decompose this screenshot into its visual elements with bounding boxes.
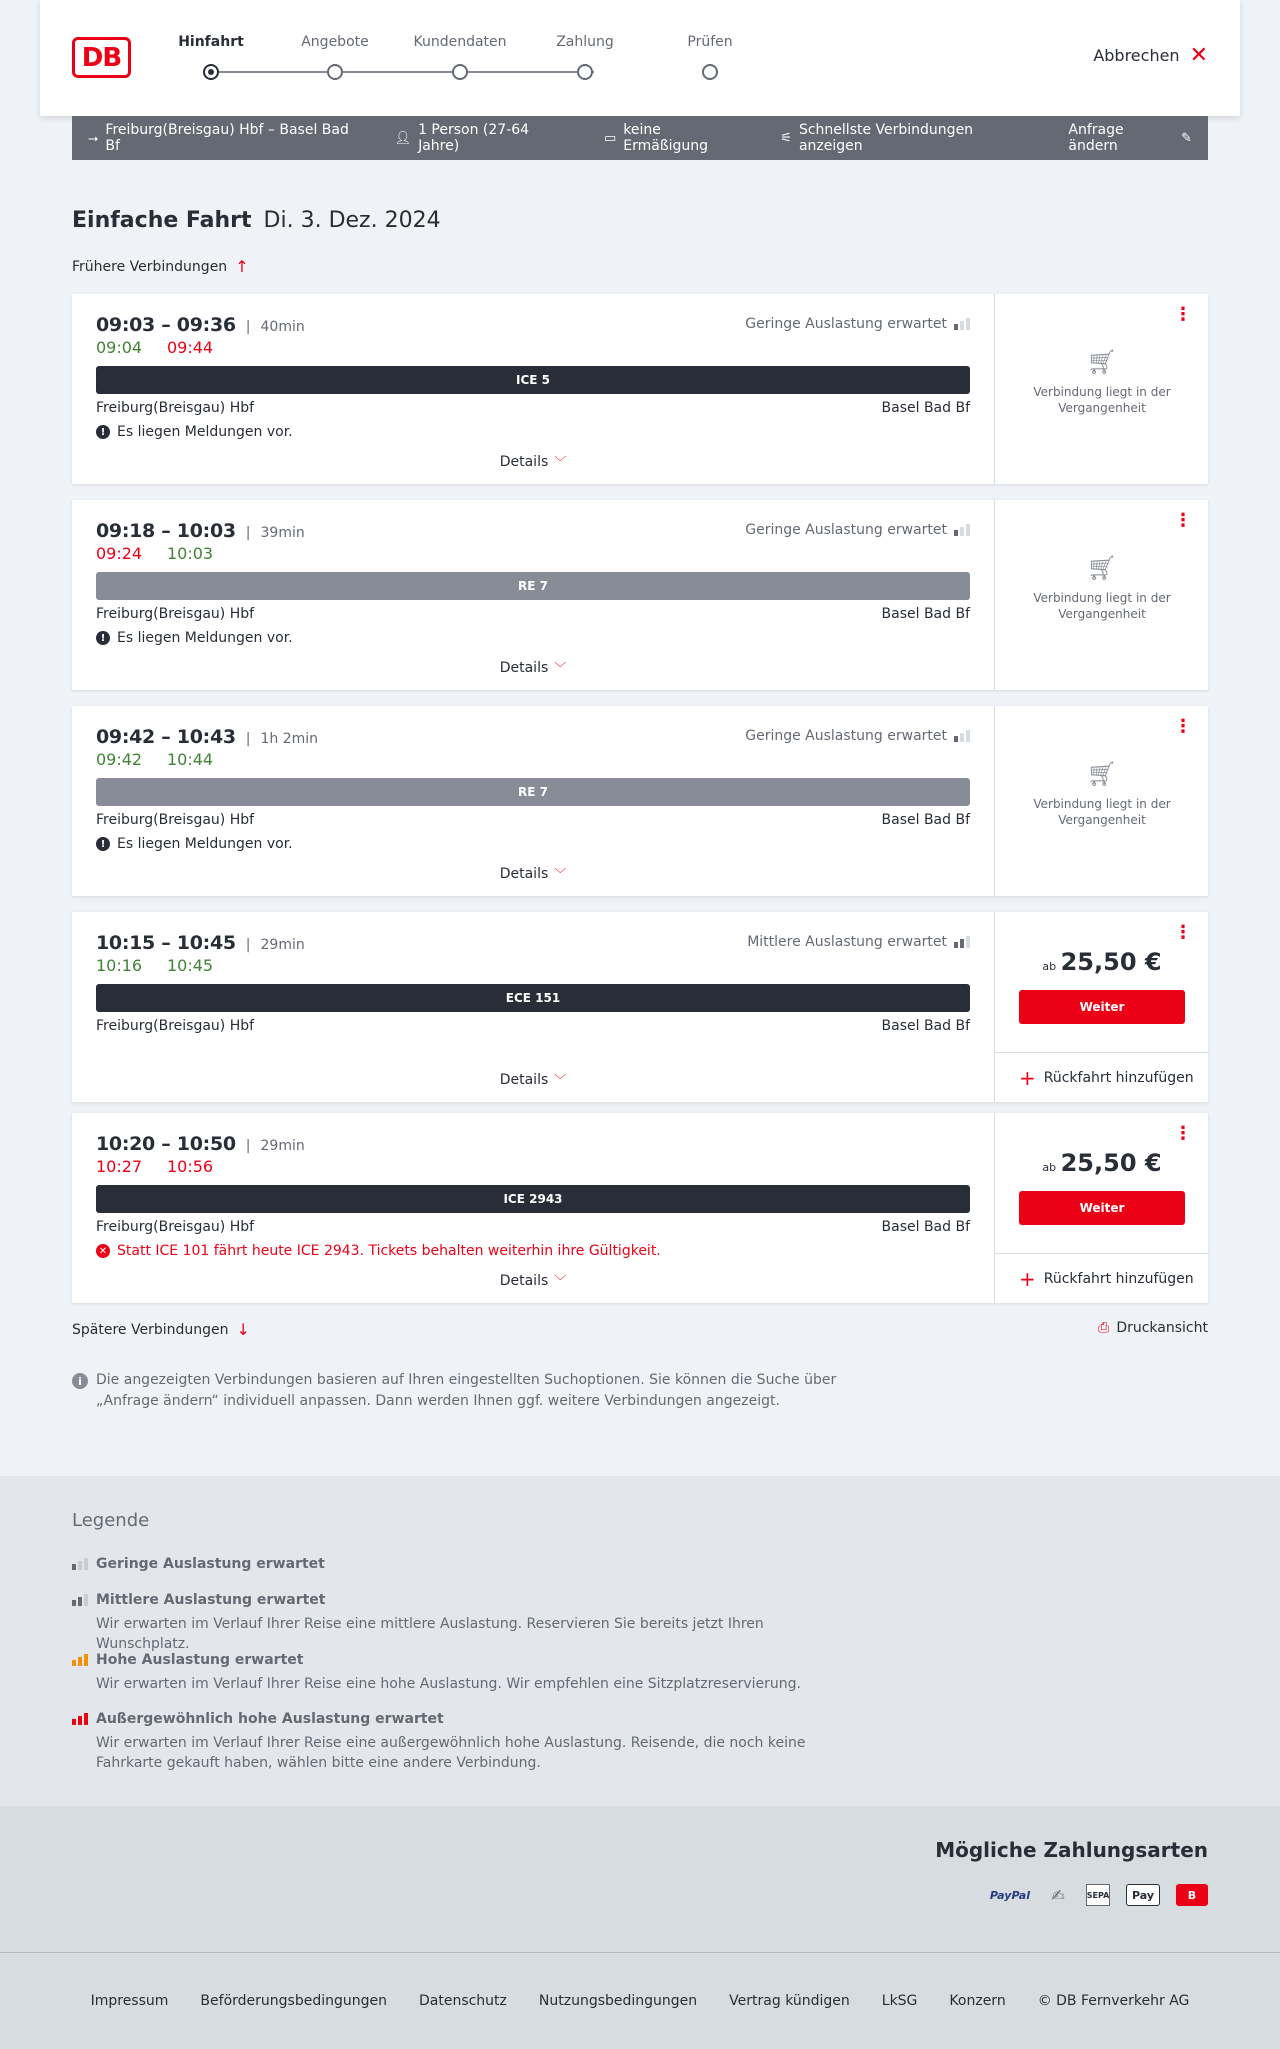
occupancy-indicator (747, 934, 970, 950)
page-title (72, 208, 441, 233)
search-summary-bar (72, 116, 1208, 160)
load-bar (78, 1657, 82, 1666)
alert-icon: ! (96, 837, 110, 851)
connection-main (72, 294, 994, 484)
step-label: Kundendaten (413, 34, 507, 50)
details-toggle[interactable] (72, 865, 994, 882)
trip-type: Einfache Fahrt (72, 208, 252, 233)
occupancy-indicator (745, 522, 970, 538)
connection-times (96, 520, 305, 542)
message-text: Es liegen Meldungen vor. (117, 424, 293, 440)
load-bar (960, 527, 964, 536)
pencil-icon: ✎ (1181, 130, 1193, 146)
trip-date: Di. 3. Dez. 2024 (263, 208, 441, 233)
route-text: Freiburg(Breisgau) Hbf – Basel Bad Bf (105, 122, 349, 154)
price-display (995, 948, 1209, 976)
plus-icon: + (1019, 1065, 1036, 1090)
load-bar (960, 733, 964, 742)
filter-icon: ⚟ (780, 130, 792, 146)
step-angebote (280, 34, 390, 80)
realtime-departure: 09:04 (96, 338, 143, 357)
train-segment-bar[interactable]: RE 7 (96, 572, 970, 600)
past-connection-info (995, 554, 1209, 622)
duration: 29min (260, 937, 305, 953)
discount-text: keine Ermäßigung (623, 122, 709, 154)
step-label: Hinfahrt (178, 34, 244, 50)
price-value: 25,50 € (1060, 948, 1162, 976)
origin-station: Freiburg(Breisgau) Hbf (96, 1219, 255, 1235)
destination-station: Basel Bad Bf (881, 1219, 970, 1235)
chevron-down-icon: ﹀ (554, 455, 567, 469)
printer-icon: ⎙ (1098, 1320, 1110, 1336)
occupancy-icon (954, 524, 970, 536)
later-label: Spätere Verbindungen (72, 1321, 229, 1338)
step-pruefen (655, 34, 765, 80)
connection-main (72, 912, 994, 1102)
duration: 40min (260, 319, 305, 335)
scheduled-times: 10:15 – 10:45 (96, 932, 236, 954)
legend-description: Wir erwarten im Verlauf Ihrer Reise eine mittlere Auslastung. Reservieren Sie bereits jetzt Ihren Wunschplatz. (96, 1616, 764, 1652)
cancel-button[interactable] (1093, 42, 1208, 68)
payment-title: Mögliche Zahlungsarten (935, 1838, 1208, 1862)
details-label: Details (499, 1072, 549, 1088)
route-summary (88, 122, 361, 154)
footer (0, 1952, 1280, 2049)
past-connection-info (995, 760, 1209, 828)
details-toggle[interactable] (72, 659, 994, 676)
connection-main (72, 1113, 994, 1303)
continue-button[interactable]: Weiter (1019, 990, 1185, 1024)
discount-summary (604, 122, 746, 154)
footer-link[interactable]: Vertrag kündigen (729, 1993, 850, 2009)
connection-times (96, 932, 305, 954)
destination-station: Basel Bad Bf (881, 606, 970, 622)
legend-item (72, 1711, 852, 1773)
cart-unavailable-icon: 🛒︎ (1086, 348, 1118, 376)
load-bar (84, 1594, 88, 1606)
legend-description: Wir erwarten im Verlauf Ihrer Reise eine außergewöhnlich hohe Auslastung. Reisende, die noch keine Fahrkarte gekauft haben, wählen bitte eine andere Verbindung. (96, 1735, 806, 1771)
passengers-text: 1 Person (27-64 Jahre) (418, 122, 530, 154)
past-connection-info (995, 348, 1209, 416)
more-options-icon[interactable]: ⋮ (1174, 716, 1192, 737)
realtime-arrival: 10:56 (167, 1157, 214, 1176)
occupancy-text: Mittlere Auslastung erwartet (747, 934, 947, 950)
connection-times (96, 726, 318, 748)
legend (0, 1476, 1280, 1806)
realtime-departure: 10:16 (96, 956, 143, 975)
fastest-text: Schnellste Verbindungen anzeigen (798, 122, 974, 154)
payment-icons (990, 1884, 1208, 1906)
arrow-right-icon: ⭢ (88, 130, 99, 146)
details-toggle[interactable] (72, 1272, 994, 1289)
occupancy-icon (954, 936, 970, 948)
connection-card[interactable] (72, 294, 1208, 484)
separator: | (245, 731, 251, 747)
step-dot (577, 64, 593, 80)
past-text: Verbindung liegt in der Vergangenheit (1033, 385, 1171, 415)
realtime-arrival: 09:44 (167, 338, 214, 357)
legend-item (72, 1556, 852, 1572)
legend-title-text: Außergewöhnlich hohe Auslastung erwartet (96, 1711, 444, 1727)
arrow-up-icon: ↑ (235, 257, 249, 276)
fastest-connections-toggle[interactable] (780, 122, 1034, 154)
payment-methods (0, 1806, 1280, 1952)
chevron-down-icon: ﹀ (554, 867, 567, 881)
load-bar (954, 736, 958, 742)
connection-card[interactable] (72, 912, 1208, 1102)
connection-offer (994, 1113, 1208, 1303)
legend-item-title (72, 1556, 852, 1572)
step-kundendaten (405, 34, 515, 80)
load-bar (78, 1716, 82, 1725)
step-hinfahrt[interactable] (156, 34, 266, 80)
load-bar (966, 318, 970, 330)
later-connections-link[interactable] (72, 1320, 250, 1339)
add-return-trip-button[interactable] (995, 1253, 1209, 1303)
print-label: Druckansicht (1116, 1320, 1208, 1336)
occupancy-icon (72, 1594, 88, 1606)
price-prefix: ab (1042, 960, 1057, 973)
more-options-icon[interactable]: ⋮ (1174, 510, 1192, 531)
booking-stepper (178, 34, 733, 84)
price-prefix: ab (1042, 1161, 1057, 1174)
header (40, 0, 1240, 116)
connection-message (96, 1243, 661, 1259)
earlier-connections-link[interactable] (72, 257, 249, 276)
duration: 29min (260, 1138, 305, 1154)
sepa-icon: SEPA (1086, 1884, 1110, 1906)
connection-offer (994, 706, 1208, 896)
more-options-icon[interactable]: ⋮ (1174, 1123, 1192, 1144)
legend-item (72, 1592, 852, 1654)
legend-title-text: Mittlere Auslastung erwartet (96, 1592, 326, 1608)
plus-icon: + (1019, 1266, 1036, 1291)
connection-times (96, 1133, 305, 1155)
chevron-down-icon: ﹀ (554, 1274, 567, 1288)
details-label: Details (499, 660, 549, 676)
scheduled-times: 09:18 – 10:03 (96, 520, 236, 542)
card-icon: ▭ (603, 130, 617, 146)
footer-link[interactable]: Impressum (90, 1993, 169, 2009)
connection-offer (994, 294, 1208, 484)
step-dot (702, 64, 718, 80)
step-label: Angebote (301, 34, 369, 50)
continue-button[interactable]: Weiter (1019, 1191, 1185, 1225)
message-text: Statt ICE 101 fährt heute ICE 2943. Tickets behalten weiterhin ihre Gültigkeit. (117, 1243, 661, 1259)
legend-item-title (72, 1711, 852, 1727)
details-label: Details (499, 1273, 549, 1289)
train-segment-bar[interactable]: ICE 2943 (96, 1185, 970, 1213)
connection-offer (994, 500, 1208, 690)
print-view-link[interactable] (1098, 1320, 1208, 1336)
cancel-label: Abbrechen (1093, 46, 1180, 65)
train-segment-bar[interactable]: ECE 151 (96, 984, 970, 1012)
load-bar (966, 730, 970, 742)
legend-title: Legende (72, 1510, 150, 1531)
load-bar (72, 1719, 76, 1725)
origin-station: Freiburg(Breisgau) Hbf (96, 1018, 255, 1034)
load-bar (954, 942, 958, 948)
origin-station: Freiburg(Breisgau) Hbf (96, 812, 255, 828)
step-dot (203, 64, 219, 80)
return-label: Rückfahrt hinzufügen (1043, 1069, 1194, 1086)
past-text: Verbindung liegt in der Vergangenheit (1033, 797, 1171, 827)
duration: 39min (260, 525, 305, 541)
occupancy-text: Geringe Auslastung erwartet (745, 728, 947, 744)
footer-link[interactable]: Konzern (949, 1993, 1006, 2009)
load-bar (84, 1558, 88, 1570)
price-display (995, 1149, 1209, 1177)
more-options-icon[interactable]: ⋮ (1174, 304, 1192, 325)
legend-title-text: Hohe Auslastung erwartet (96, 1652, 304, 1668)
add-return-trip-button[interactable] (995, 1052, 1209, 1102)
footer-link[interactable]: Datenschutz (418, 1993, 507, 2009)
step-label: Prüfen (687, 34, 733, 50)
details-label: Details (499, 454, 549, 470)
past-text: Verbindung liegt in der Vergangenheit (1033, 591, 1171, 621)
close-icon: ✕ (1189, 42, 1208, 68)
connection-card[interactable] (72, 500, 1208, 690)
info-icon: i (72, 1373, 88, 1389)
connection-card[interactable] (72, 1113, 1208, 1303)
passenger-summary (395, 122, 570, 154)
details-label: Details (499, 866, 549, 882)
cart-unavailable-icon: 🛒︎ (1086, 760, 1118, 788)
connection-card[interactable] (72, 706, 1208, 896)
occupancy-icon (72, 1558, 88, 1570)
earlier-label: Frühere Verbindungen (72, 258, 228, 275)
chevron-down-icon: ﹀ (554, 1073, 567, 1087)
load-bar (966, 524, 970, 536)
message-text: Es liegen Meldungen vor. (117, 630, 293, 646)
load-bar (78, 1561, 82, 1570)
connection-message (96, 836, 293, 852)
duration: 1h 2min (260, 731, 319, 747)
occupancy-text: Geringe Auslastung erwartet (745, 522, 947, 538)
realtime-departure: 09:42 (96, 750, 143, 769)
legend-title-text: Geringe Auslastung erwartet (96, 1556, 325, 1572)
load-bar (960, 321, 964, 330)
edit-request-button[interactable] (1068, 122, 1192, 154)
load-bar (84, 1654, 88, 1666)
legend-item-title (72, 1592, 852, 1608)
occupancy-indicator (745, 728, 970, 744)
separator: | (245, 937, 251, 953)
connection-message (96, 630, 293, 646)
footer-link[interactable]: Nutzungsbedingungen (538, 1993, 698, 2009)
footer-link: © DB Fernverkehr AG (1037, 1993, 1190, 2009)
realtime-arrival: 10:44 (167, 750, 214, 769)
separator: | (245, 319, 251, 335)
load-bar (72, 1660, 76, 1666)
db-pay-icon: B (1176, 1884, 1208, 1906)
scheduled-times: 09:03 – 09:36 (96, 314, 236, 336)
load-bar (72, 1600, 76, 1606)
search-info-note (72, 1370, 852, 1412)
load-bar (960, 939, 964, 948)
occupancy-icon (954, 730, 970, 742)
origin-station: Freiburg(Breisgau) Hbf (96, 400, 255, 416)
details-toggle[interactable] (72, 453, 994, 470)
connection-main (72, 500, 994, 690)
error-icon: ✕ (96, 1244, 110, 1258)
footer-link[interactable]: Beförderungsbedingungen (200, 1993, 387, 2009)
legend-item-title (72, 1652, 852, 1668)
scheduled-times: 09:42 – 10:43 (96, 726, 236, 748)
details-toggle[interactable] (72, 1071, 994, 1088)
load-bar (954, 530, 958, 536)
message-text: Es liegen Meldungen vor. (117, 836, 293, 852)
chevron-down-icon: ﹀ (554, 661, 567, 675)
alert-icon: ! (96, 425, 110, 439)
load-bar (84, 1713, 88, 1725)
scheduled-times: 10:20 – 10:50 (96, 1133, 236, 1155)
step-zahlung (530, 34, 640, 80)
occupancy-icon (72, 1654, 88, 1666)
arrow-down-icon: ↓ (236, 1320, 250, 1339)
origin-station: Freiburg(Breisgau) Hbf (96, 606, 255, 622)
load-bar (78, 1597, 82, 1606)
realtime-arrival: 10:03 (167, 544, 214, 563)
footer-link[interactable]: LkSG (881, 1993, 918, 2009)
occupancy-icon (954, 318, 970, 330)
realtime-departure: 10:27 (96, 1157, 143, 1176)
more-options-icon[interactable]: ⋮ (1174, 922, 1192, 943)
connection-offer (994, 912, 1208, 1102)
load-bar (954, 324, 958, 330)
alert-icon: ! (96, 631, 110, 645)
occupancy-icon (72, 1713, 88, 1725)
legend-description: Wir erwarten im Verlauf Ihrer Reise eine hohe Auslastung. Wir empfehlen eine Sitzplatzreservierung. (96, 1676, 801, 1692)
paypal-icon: PayPal (989, 1888, 1030, 1902)
step-label: Zahlung (556, 34, 614, 50)
realtime-arrival: 10:45 (167, 956, 214, 975)
occupancy-text: Geringe Auslastung erwartet (745, 316, 947, 332)
train-segment-bar[interactable]: RE 7 (96, 778, 970, 806)
db-logo[interactable]: DB (72, 37, 131, 78)
destination-station: Basel Bad Bf (881, 1018, 970, 1034)
destination-station: Basel Bad Bf (881, 812, 970, 828)
cart-unavailable-icon: 🛒︎ (1086, 554, 1118, 582)
step-dot (452, 64, 468, 80)
connection-message (96, 424, 293, 440)
note-text: Die angezeigten Verbindungen basieren auf Ihren eingestellten Suchoptionen. Sie können die Suche über „Anfrage ändern“ individuell anpassen. Dann werden Ihnen ggf. weitere Verbindungen angezeigt. (96, 1372, 837, 1409)
connection-main (72, 706, 994, 896)
person-icon: 👤︎ (394, 130, 412, 146)
direct-debit-icon: ✍ (1051, 1885, 1065, 1905)
apple-pay-icon: Pay (1126, 1884, 1160, 1906)
occupancy-indicator (745, 316, 970, 332)
train-segment-bar[interactable]: ICE 5 (96, 366, 970, 394)
separator: | (245, 525, 251, 541)
realtime-departure: 09:24 (96, 544, 143, 563)
load-bar (966, 936, 970, 948)
edit-text: Anfrage ändern (1068, 122, 1124, 154)
legend-item (72, 1652, 852, 1694)
price-value: 25,50 € (1060, 1149, 1162, 1177)
connection-times (96, 314, 305, 336)
step-dot (327, 64, 343, 80)
destination-station: Basel Bad Bf (881, 400, 970, 416)
load-bar (72, 1564, 76, 1570)
return-label: Rückfahrt hinzufügen (1043, 1270, 1194, 1287)
separator: | (245, 1138, 251, 1154)
